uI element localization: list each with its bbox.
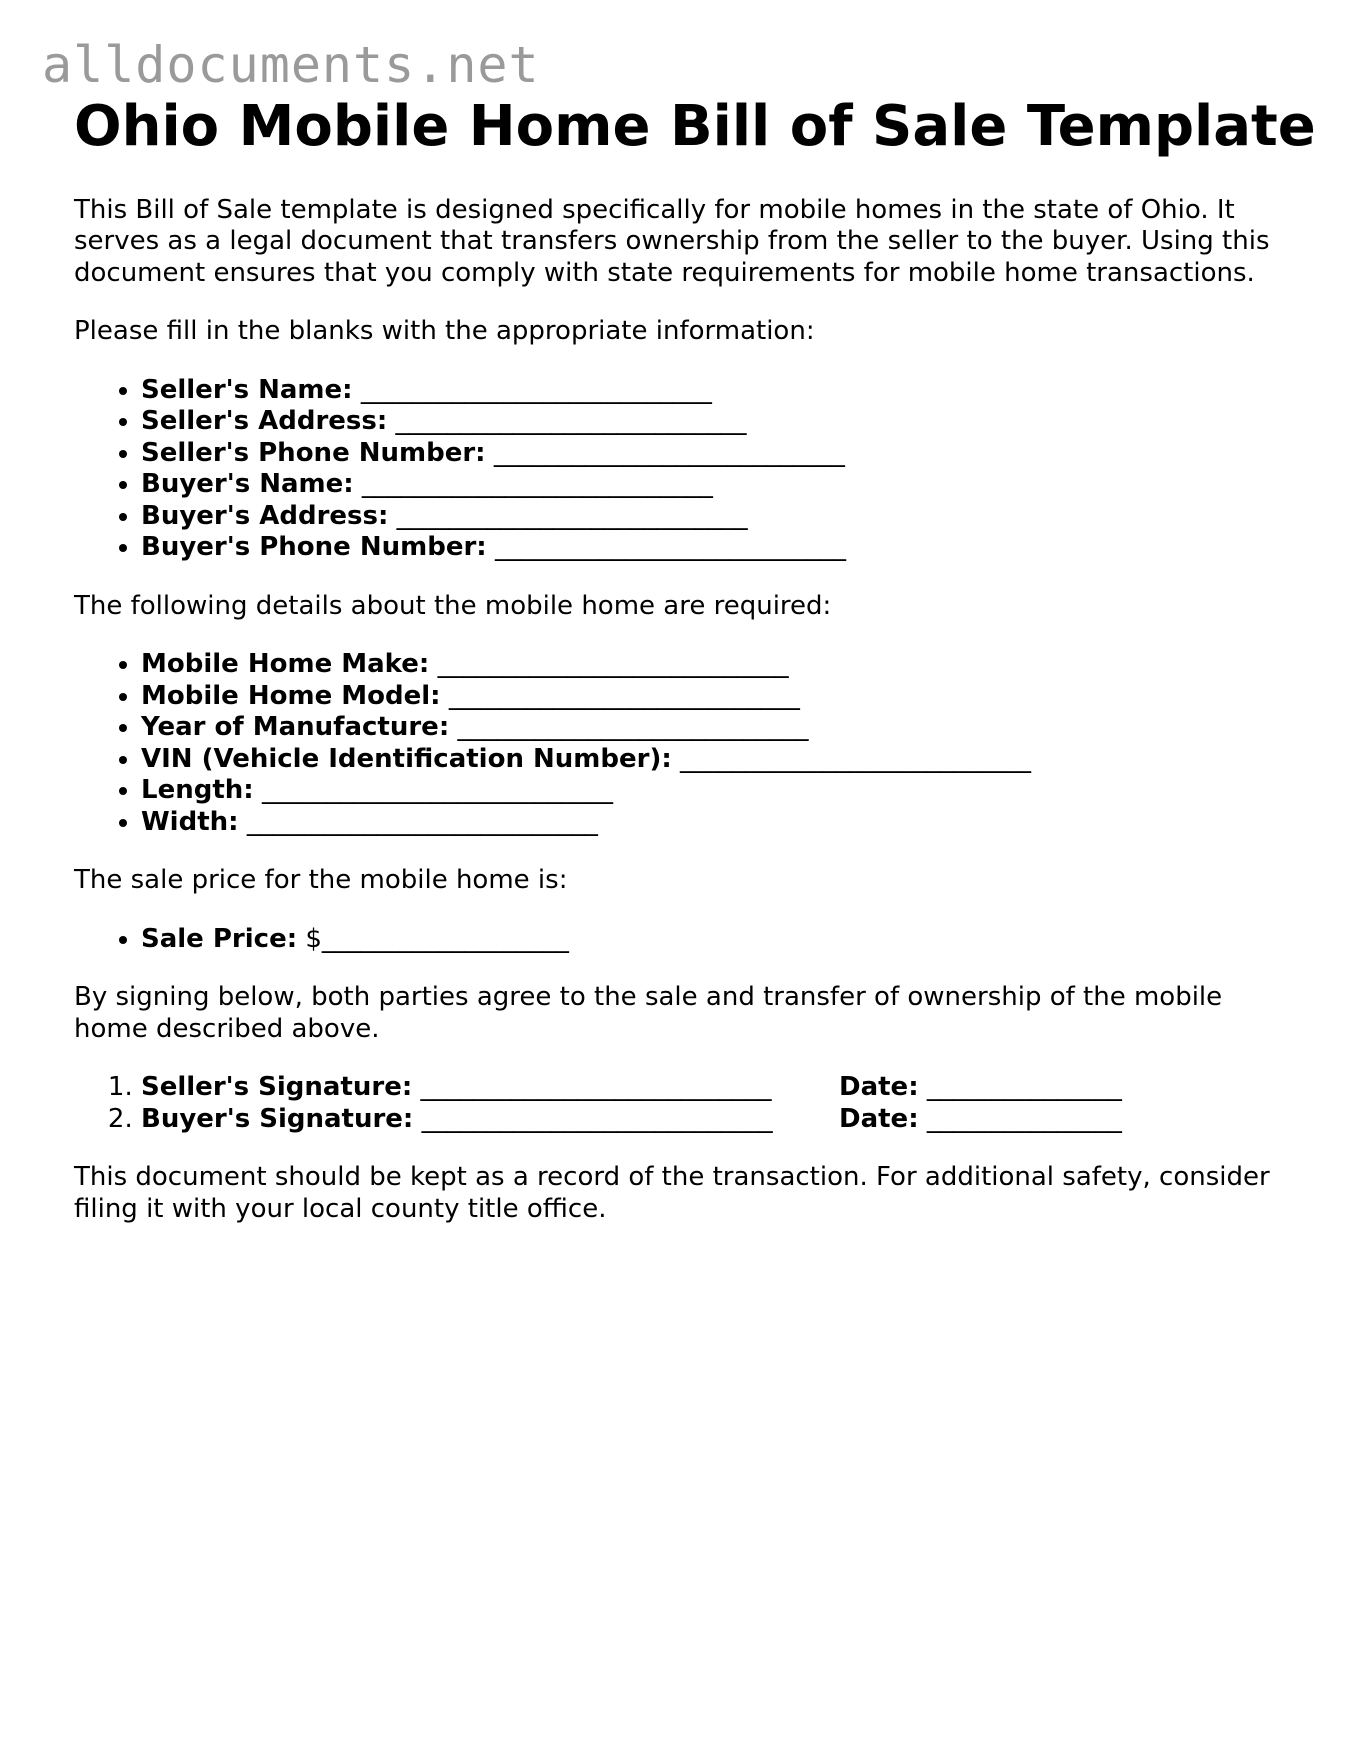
list-item-buyer-signature <box>141 1104 1304 1136</box>
list-item-make <box>141 649 1304 681</box>
blank-line: ___________________________ <box>421 1103 773 1134</box>
party-fields-list <box>74 375 1304 564</box>
list-item-vin <box>141 744 1304 776</box>
home-details-list <box>74 649 1304 838</box>
list-item-seller-phone <box>141 438 1304 470</box>
blank-line: ___________________________ <box>361 469 713 500</box>
blank-line: ___________________________ <box>420 1072 772 1103</box>
instructions-text: Please fill in the blanks with the appropriate information: <box>74 316 815 347</box>
field-label: Seller's Phone Number: <box>141 437 486 468</box>
field-label: Length: <box>141 775 254 806</box>
blank-line: ___________________________ <box>437 649 789 680</box>
price-list <box>74 924 1304 956</box>
list-item-seller-name <box>141 375 1304 407</box>
list-item-width <box>141 807 1304 839</box>
blank-line: ___________________________ <box>396 500 748 531</box>
price-intro-text: The sale price for the mobile home is: <box>74 865 568 896</box>
list-item-seller-address <box>141 406 1304 438</box>
field-label: Sale Price: <box>141 923 298 954</box>
field-label: Buyer's Address: <box>141 500 389 531</box>
field-label: Buyer's Name: <box>141 469 354 500</box>
blank-line: _______________ <box>926 1072 1122 1103</box>
field-label: Seller's Address: <box>141 406 388 437</box>
list-item-length <box>141 775 1304 807</box>
list-item-sale-price <box>141 924 1304 956</box>
list-item-buyer-name <box>141 469 1304 501</box>
blank-line: ___________________________ <box>448 680 800 711</box>
field-label: Seller's Signature: <box>141 1072 413 1103</box>
blank-line: ___________________________ <box>493 437 845 468</box>
field-label: Year of Manufacture: <box>141 712 450 743</box>
document-page <box>74 94 1316 1225</box>
field-label: Mobile Home Make: <box>141 649 430 680</box>
details-intro-text: The following details about the mobile home are required: <box>74 590 832 621</box>
blank-line: ___________________________ <box>360 374 712 405</box>
field-label: Width: <box>141 806 239 837</box>
list-item-model <box>141 681 1304 713</box>
list-item-buyer-phone <box>141 532 1304 564</box>
agreement-paragraph: By signing below, both parties agree to the sale and transfer of ownership of the mobile home described above. <box>74 982 1223 1044</box>
field-label: Seller's Name: <box>141 374 353 405</box>
date-label: Date: <box>839 1072 919 1103</box>
list-item-seller-signature <box>141 1072 1304 1104</box>
blank-line: ___________________________ <box>246 806 598 837</box>
field-label: Buyer's Phone Number: <box>141 532 487 563</box>
list-item-buyer-address <box>141 501 1304 533</box>
blank-line: ___________________________ <box>457 712 809 743</box>
blank-line: ___________________________ <box>494 532 846 563</box>
list-item-year <box>141 712 1304 744</box>
field-label: Buyer's Signature: <box>141 1103 414 1134</box>
field-label: Mobile Home Model: <box>141 680 441 711</box>
blank-line: $___________________ <box>305 923 569 954</box>
blank-line: ___________________________ <box>261 775 613 806</box>
intro-paragraph: This Bill of Sale template is designed specifically for mobile homes in the state of Ohio. It serves as a legal document that transfers ownership from the seller to the buyer. Using this document ensures that you comply with state requirements for mobile home transactions. <box>74 194 1270 288</box>
blank-line: ___________________________ <box>395 406 747 437</box>
field-label: VIN (Vehicle Identification Number): <box>141 743 672 774</box>
watermark: alldocuments.net <box>42 36 540 94</box>
closing-paragraph: This document should be kept as a record of the transaction. For additional safety, consider filing it with your local county title office. <box>74 1162 1270 1224</box>
page-title: Ohio Mobile Home Bill of Sale Template <box>74 94 1316 159</box>
date-label: Date: <box>839 1103 919 1134</box>
signature-list <box>74 1072 1304 1135</box>
blank-line: _______________ <box>926 1103 1122 1134</box>
blank-line: ___________________________ <box>680 743 1031 774</box>
